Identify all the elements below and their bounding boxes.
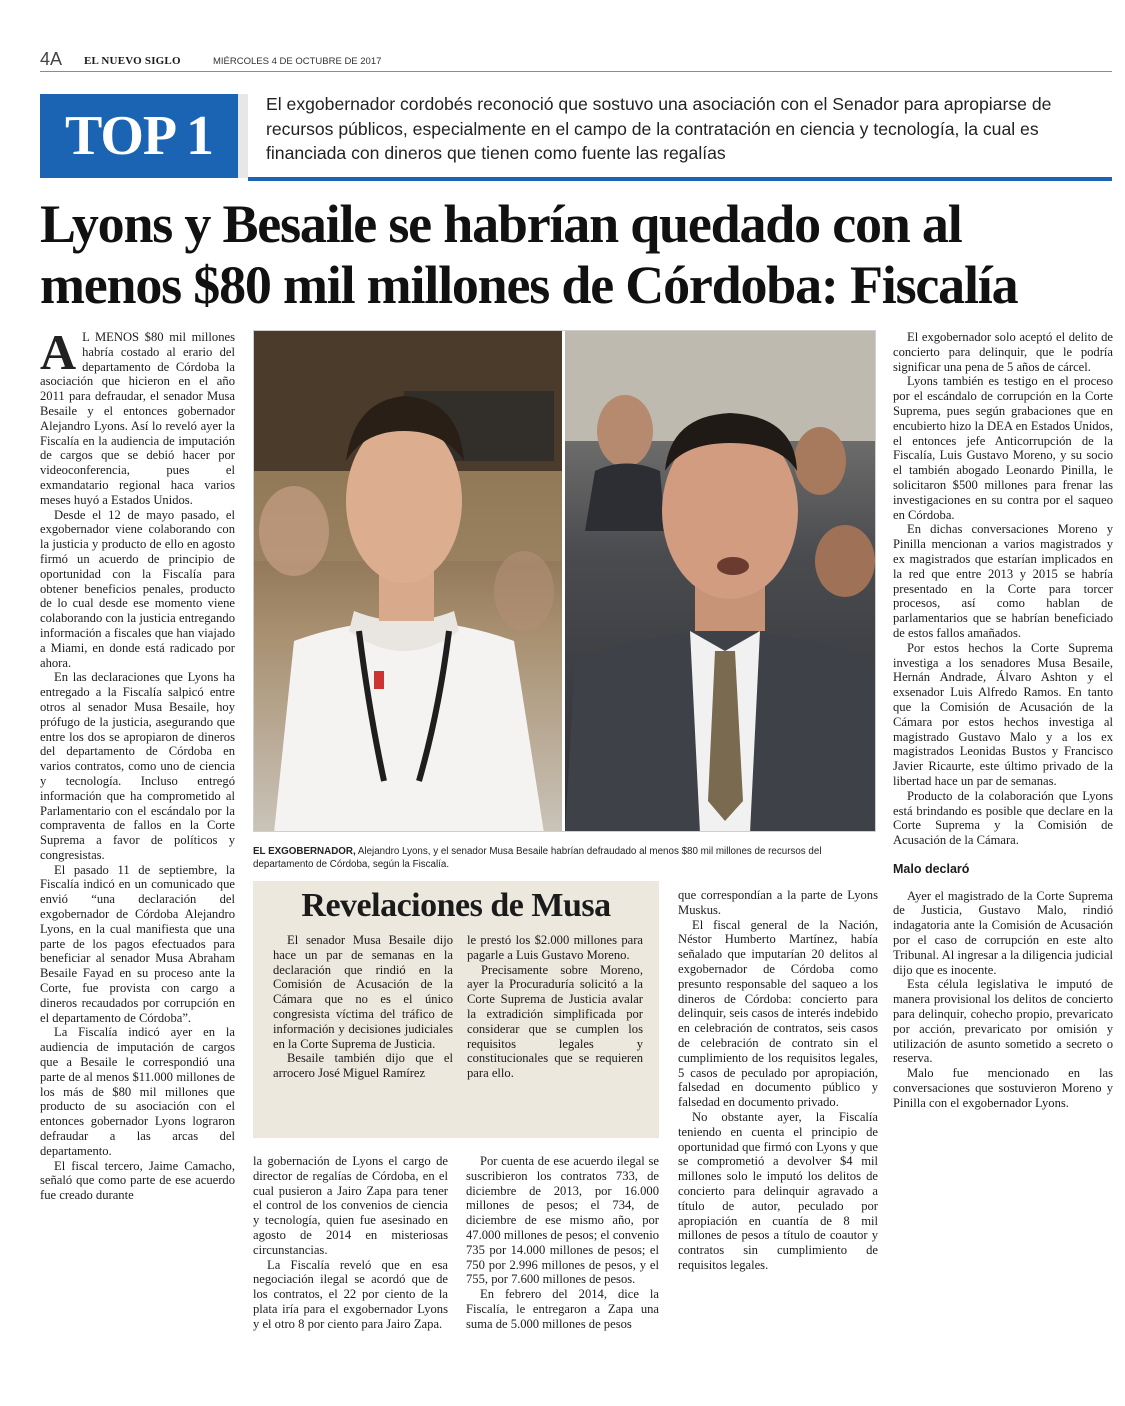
- article-subhead: Malo declaró: [893, 861, 970, 876]
- article-paragraph: Por estos hechos la Corte Suprema investiga a los senadores Musa Besaile, Hernán Andrade, Álvaro Ashton y el exsenador Luis Alfredo Ramos. En tanto que la Comisión de Acusación de la Cámara por estos hechos investiga al magistrado Gustavo Malo y a los ex magistrados Leonidas Bustos y Francisco Javier Ricaurte, este último privado de la libertad hace un par de semanas.: [893, 640, 1113, 788]
- sidebar-paragraph: Besaile también dijo que el arrocero José Miguel Ramírez: [273, 1051, 453, 1081]
- article-paragraph: En dichas conversaciones Moreno y Pinilla mencionan a varios magistrados y ex magistrados que estarían implicados en la red que entre 2013 y 2015 se habría presentado en la Corte para torcer procesos, así como hablan de parlamentarios que se habrían beneficiado de estos fallos amañados.: [893, 522, 1113, 640]
- section-badge-label: TOP 1: [64, 105, 213, 167]
- article-paragraph: El fiscal general de la Nación, Néstor Humberto Martínez, había señalado que imputarían 20 delitos al exgobernador de Córdoba como presunto responsable del saqueo a los dineros de Córdoba: concierto para delinquir, seis casos de interés indebido en celebración de contratos, seis casos de celebración de contrato sin el cumplimiento de los requisitos legales, 5 casos de peculado por apropiación, falsedad en documento público y falsedad en documento privado.: [678, 917, 878, 1110]
- article-column-2: [253, 1154, 448, 1332]
- section-badge: [40, 94, 248, 178]
- sidebar-box: [253, 881, 659, 1138]
- sidebar-title: Revelaciones de Musa: [301, 887, 611, 924]
- article-paragraph: La Fiscalía indicó ayer en la audiencia de imputación de cargos que a Besaile le correspondió una parte de al menos $11.000 millones de los más de $80 mil millones que producto de su asociación con el entonces gobernador Lyons lograron defraudar a las arcas del departamento.: [40, 1025, 235, 1158]
- article-paragraph: Lyons también es testigo en el proceso por el escándalo de corrupción en la Corte Suprema, pues según grabaciones que en encubierto hizo la DEA en Estados Unidos, el entonces jefe Anticorrupción de la Fiscalía, Luis Gustavo Moreno, y su socio el también abogado Leonardo Pinilla, le solicitaron $500 millones para frenar las investigaciones en su contra por el saqueo en Córdoba.: [893, 374, 1113, 522]
- photo-musa-besaile: [565, 331, 876, 831]
- sidebar-column-2: [467, 933, 643, 1081]
- section-rule: [248, 177, 1112, 181]
- article-paragraph: La Fiscalía reveló que en esa negociación ilegal se acordó que de los contratos, el 22 por ciento de la plata iría para el exgobernador Lyons y el otro 8 por ciento para Jairo Zapa.: [253, 1257, 448, 1331]
- article-paragraph: El exgobernador solo aceptó el delito de concierto para delinquir, que le podría significar una pena de 5 años de cárcel.: [893, 330, 1113, 374]
- article-paragraph: la gobernación de Lyons el cargo de director de regalías de Córdoba, en el cual pusieron a Jairo Zapa para tener el control de los convenios de ciencia y tecnología, quien fue asesinado en agosto de 2014 en misteriosas circunstancias.: [253, 1154, 448, 1257]
- article-column-3: [466, 1154, 659, 1332]
- publication-name: EL NUEVO SIGLO: [84, 55, 181, 67]
- article-paragraph: Malo fue mencionado en las conversaciones que sostuvieron Moreno y Pinilla con el exgobernador Lyons.: [893, 1066, 1113, 1110]
- sidebar-paragraph: le prestó los $2.000 millones para pagarle a Luis Gustavo Moreno.: [467, 933, 643, 962]
- sidebar-paragraph: Precisamente sobre Moreno, ayer la Procuraduría solicitó a la Corte Suprema de Justicia avalar la extradición simplificada por considerar que se cumplen los requisitos legales y constitucionales que se requieren para ello.: [467, 962, 643, 1081]
- article-paragraph: En febrero del 2014, dice la Fiscalía, le entregaron a Zapa una suma de 5.000 millones de pesos: [466, 1287, 659, 1331]
- article-paragraph: que correspondían a la parte de Lyons Muskus.: [678, 888, 878, 917]
- article-paragraph: Desde el 12 de mayo pasado, el exgobernador viene colaborando con la justicia y producto de ello en agosto firmó un acuerdo de principio de oportunidad con la Fiscalía para obtener beneficios penales, producto de lo cual desde ese momento viene colaborando con la justicia entregando información a fiscales que han viajado a Miami, en donde está radicado por ahora.: [40, 507, 235, 670]
- article-paragraph: No obstante ayer, la Fiscalía teniendo en cuenta el principio de oportunidad que firmó con Lyons y que se comprometió a devolver $4 mil millones solo le imputó los delitos de concierto para delinquir agravado a título de autor, peculado por apropiación en cuantía de 8 mil millones de pesos a título de coautor y contratos sin cumplimiento de requisitos legales.: [678, 1109, 878, 1272]
- sidebar-column-1: [273, 933, 453, 1081]
- caption-lead: EL EXGOBERNADOR,: [253, 846, 356, 857]
- article-paragraph: En las declaraciones que Lyons ha entregado a la Fiscalía salpicó entre otros al senador Musa Besaile, hoy prófugo de la justicia, asegurando que entre los dos se apropiaron de dineros del departamento de Córdoba en varios contratos, como uno de ciencia y tecnología. Incluso entregó información que ha comprometido al Parlamentario con el escándalo por la compraventa de fallos en la Corte Suprema a favor de políticos y congresistas.: [40, 670, 235, 862]
- article-column-1: [40, 324, 235, 1203]
- photo-alejandro-lyons: [254, 331, 562, 831]
- caption-text: Alejandro Lyons, y el senador Musa Besaile habrían defraudado al menos $80 mil millones de recursos del departamento de Córdoba, según la Fiscalía.: [253, 846, 822, 870]
- article-paragraph: Esta célula legislativa le imputó de manera provisional los delitos de concierto para delinquir, cohecho propio, prevaricato por acción, prevaricato por omisión y utilización de asunto sometido a secreto o reserva.: [893, 977, 1113, 1066]
- article-paragraph: El pasado 11 de septiembre, la Fiscalía indicó en un comunicado que envió “una declaración del exgobernador de Córdoba Alejandro Lyons, en la cual manifiesta que una parte de los pagos efectuados para beneficiar al senador Musa Abraham Besaile Fayad en su proceso ante la Corte, fue provista con cargo a dineros recaudados por corrupción en el departamento de Córdoba”.: [40, 862, 235, 1025]
- article-column-5: [893, 330, 1113, 1111]
- page-folio: [40, 50, 1112, 72]
- headline: Lyons y Besaile se habrían quedado con al menos $80 mil millones de Córdoba: Fiscalía: [40, 194, 1018, 315]
- article-column-4: [678, 888, 878, 1273]
- sidebar-paragraph: El senador Musa Besaile dijo hace un par de semanas en la declaración que rindió en la Comisión de Acusación de la Cámara que no es el único congresista víctima del tráfico de información y decisiones judiciales en la Corte Suprema de Justicia.: [273, 933, 453, 1051]
- article-paragraph: El fiscal tercero, Jaime Camacho, señaló que como parte de ese acuerdo fue creado durante: [40, 1158, 235, 1203]
- article-paragraph: Por cuenta de ese acuerdo ilegal se suscribieron los contratos 733, de diciembre de 2013, por 16.000 millones de pesos; el 734, de diciembre de ese mismo año, por 47.000 millones de pesos; el convenio 735 por 14.000 millones de pesos; el 750 por 2.996 millones de pesos, y el 755, por 7.600 millones de pesos.: [466, 1154, 659, 1287]
- article-paragraph: A L MENOS $80 mil millones habría costado al erario del departamento de Córdoba la asociación que hicieron en el año 2011 para defraudar, el senador Musa Besaile y el entonces gobernador Alejandro Lyons. Así lo reveló ayer la Fiscalía en la audiencia de imputación de cargos que se debió hacer por videoconferencia, pues el exmandatario regional haca varios meses huyó a Estados Unidos.: [40, 324, 235, 507]
- lead-photo: [253, 330, 876, 832]
- page-number: 4A: [40, 49, 63, 69]
- article-paragraph: Ayer el magistrado de la Corte Suprema de Justicia, Gustavo Malo, rindió indagatoria ante la Comisión de Acusación por el caso de corrupción en este alto Tribunal. Al ingresar a la diligencia judicial dijo que es inocente.: [893, 888, 1113, 977]
- kicker-text: El exgobernador cordobés reconoció que sostuvo una asociación con el Senador para apropiarse de recursos públicos, especialmente en el campo de la contratación en ciencia y tecnología, la cual es financiada con dineros que tienen como fuente las regalías: [266, 94, 1052, 163]
- article-paragraph: Producto de la colaboración que Lyons está brindando es posible que declare en la Corte Suprema y la Comisión de Acusación de la Cámara.: [893, 788, 1113, 848]
- photo-caption: [253, 845, 876, 871]
- drop-cap: A: [40, 324, 77, 380]
- publication-date: MIÉRCOLES 4 DE OCTUBRE DE 2017: [213, 56, 382, 67]
